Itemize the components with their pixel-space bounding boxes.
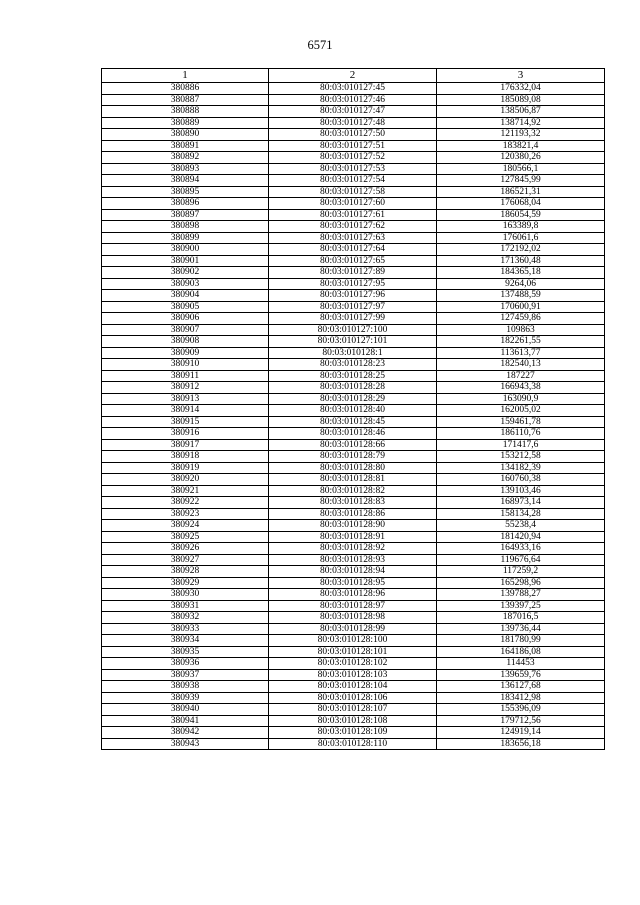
value-cell: 176068,04 [437,198,605,210]
cadastral-number-cell: 80:03:010128:40 [269,405,437,417]
table-header [102,69,605,83]
value-cell: 171360,48 [437,255,605,267]
row-number-cell: 380896 [102,198,269,210]
value-cell: 127459,86 [437,313,605,325]
value-cell: 162005,02 [437,405,605,417]
table-row [102,232,605,244]
row-number-cell: 380886 [102,83,269,95]
row-number-cell: 380937 [102,669,269,681]
cadastral-number-cell: 80:03:010128:90 [269,520,437,532]
cadastral-number-cell: 80:03:010128:101 [269,646,437,658]
value-cell: 183656,18 [437,738,605,750]
row-number-cell: 380892 [102,152,269,164]
row-number-cell: 380934 [102,635,269,647]
value-cell: 164933,16 [437,543,605,555]
table-row [102,439,605,451]
value-cell: 160760,38 [437,474,605,486]
value-cell: 114453 [437,658,605,670]
cadastral-number-cell: 80:03:010128:28 [269,382,437,394]
row-number-cell: 380889 [102,117,269,129]
cadastral-number-cell: 80:03:010128:91 [269,531,437,543]
row-number-cell: 380908 [102,336,269,348]
cadastral-number-cell: 80:03:010128:79 [269,451,437,463]
value-cell: 121193,32 [437,129,605,141]
table-row [102,566,605,578]
table-row [102,520,605,532]
row-number-cell: 380917 [102,439,269,451]
table-row [102,485,605,497]
cadastral-number-cell: 80:03:010128:83 [269,497,437,509]
value-cell: 163389,8 [437,221,605,233]
cadastral-number-cell: 80:03:010128:99 [269,623,437,635]
table-body [102,83,605,750]
table-row [102,508,605,520]
row-number-cell: 380894 [102,175,269,187]
row-number-cell: 380930 [102,589,269,601]
table-row [102,244,605,256]
table-row [102,301,605,313]
row-number-cell: 380912 [102,382,269,394]
cadastral-number-cell: 80:03:010127:95 [269,278,437,290]
row-number-cell: 380905 [102,301,269,313]
table-row [102,94,605,106]
table-row [102,600,605,612]
row-number-cell: 380914 [102,405,269,417]
row-number-cell: 380900 [102,244,269,256]
value-cell: 117259,2 [437,566,605,578]
row-number-cell: 380911 [102,370,269,382]
cadastral-number-cell: 80:03:010128:81 [269,474,437,486]
value-cell: 186110,76 [437,428,605,440]
value-cell: 187227 [437,370,605,382]
cadastral-number-cell: 80:03:010127:47 [269,106,437,118]
row-number-cell: 380907 [102,324,269,336]
row-number-cell: 380898 [102,221,269,233]
cadastral-number-cell: 80:03:010128:103 [269,669,437,681]
row-number-cell: 380932 [102,612,269,624]
table-row [102,83,605,95]
value-cell: 183412,98 [437,692,605,704]
value-cell: 183821,4 [437,140,605,152]
row-number-cell: 380931 [102,600,269,612]
cadastral-number-cell: 80:03:010128:93 [269,554,437,566]
cadastral-number-cell: 80:03:010128:82 [269,485,437,497]
value-cell: 139788,27 [437,589,605,601]
cadastral-number-cell: 80:03:010127:54 [269,175,437,187]
row-number-cell: 380893 [102,163,269,175]
table-row [102,692,605,704]
cadastral-number-cell: 80:03:010128:108 [269,715,437,727]
row-number-cell: 380926 [102,543,269,555]
cadastral-number-cell: 80:03:010127:101 [269,336,437,348]
cadastral-number-cell: 80:03:010128:95 [269,577,437,589]
cadastral-number-cell: 80:03:010128:23 [269,359,437,371]
header-row [102,69,605,83]
table-row [102,140,605,152]
row-number-cell: 380902 [102,267,269,279]
table-row [102,428,605,440]
row-number-cell: 380921 [102,485,269,497]
table-row [102,198,605,210]
row-number-cell: 380920 [102,474,269,486]
table-row [102,462,605,474]
cadastral-number-cell: 80:03:010128:66 [269,439,437,451]
cadastral-number-cell: 80:03:010128:86 [269,508,437,520]
value-cell: 171417,6 [437,439,605,451]
table-row [102,531,605,543]
table-row [102,738,605,750]
row-number-cell: 380918 [102,451,269,463]
row-number-cell: 380927 [102,554,269,566]
table-row [102,290,605,302]
value-cell: 172192,02 [437,244,605,256]
cadastral-number-cell: 80:03:010127:53 [269,163,437,175]
cadastral-number-cell: 80:03:010128:98 [269,612,437,624]
value-cell: 186054,59 [437,209,605,221]
table-row [102,278,605,290]
cadastral-number-cell: 80:03:010127:97 [269,301,437,313]
cadastral-number-cell: 80:03:010128:45 [269,416,437,428]
row-number-cell: 380929 [102,577,269,589]
row-number-cell: 380922 [102,497,269,509]
table-row [102,589,605,601]
cadastral-number-cell: 80:03:010127:51 [269,140,437,152]
cadastral-number-cell: 80:03:010128:106 [269,692,437,704]
value-cell: 186521,31 [437,186,605,198]
table-row [102,313,605,325]
column-header-3: 3 [437,69,605,83]
row-number-cell: 380897 [102,209,269,221]
data-table [101,68,605,750]
table-row [102,416,605,428]
row-number-cell: 380925 [102,531,269,543]
row-number-cell: 380943 [102,738,269,750]
value-cell: 137488,59 [437,290,605,302]
cadastral-number-cell: 80:03:010127:62 [269,221,437,233]
value-cell: 163090,9 [437,393,605,405]
table-row [102,658,605,670]
value-cell: 127845,99 [437,175,605,187]
cadastral-number-cell: 80:03:010127:63 [269,232,437,244]
table-row [102,635,605,647]
table-row [102,612,605,624]
value-cell: 153212,58 [437,451,605,463]
row-number-cell: 380936 [102,658,269,670]
table-row [102,106,605,118]
row-number-cell: 380895 [102,186,269,198]
value-cell: 124919,14 [437,727,605,739]
cadastral-number-cell: 80:03:010127:52 [269,152,437,164]
row-number-cell: 380891 [102,140,269,152]
table-row [102,359,605,371]
table-row [102,681,605,693]
table-row [102,451,605,463]
column-header-1: 1 [102,69,269,83]
cadastral-number-cell: 80:03:010128:102 [269,658,437,670]
value-cell: 134182,39 [437,462,605,474]
table-row [102,577,605,589]
value-cell: 139103,46 [437,485,605,497]
value-cell: 180566,1 [437,163,605,175]
row-number-cell: 380942 [102,727,269,739]
value-cell: 185089,08 [437,94,605,106]
value-cell: 136127,68 [437,681,605,693]
row-number-cell: 380903 [102,278,269,290]
cadastral-number-cell: 80:03:010127:58 [269,186,437,198]
table-row [102,543,605,555]
cadastral-number-cell: 80:03:010128:29 [269,393,437,405]
table-row [102,474,605,486]
row-number-cell: 380906 [102,313,269,325]
value-cell: 176332,04 [437,83,605,95]
cadastral-number-cell: 80:03:010127:61 [269,209,437,221]
value-cell: 158134,28 [437,508,605,520]
cadastral-number-cell: 80:03:010128:109 [269,727,437,739]
row-number-cell: 380904 [102,290,269,302]
row-number-cell: 380910 [102,359,269,371]
row-number-cell: 380933 [102,623,269,635]
value-cell: 181420,94 [437,531,605,543]
table-row [102,117,605,129]
row-number-cell: 380909 [102,347,269,359]
value-cell: 139736,44 [437,623,605,635]
cadastral-number-cell: 80:03:010127:96 [269,290,437,302]
row-number-cell: 380941 [102,715,269,727]
value-cell: 184365,18 [437,267,605,279]
row-number-cell: 380916 [102,428,269,440]
table-row [102,554,605,566]
value-cell: 170600,91 [437,301,605,313]
cadastral-number-cell: 80:03:010128:80 [269,462,437,474]
cadastral-number-cell: 80:03:010127:100 [269,324,437,336]
value-cell: 119676,64 [437,554,605,566]
table-row [102,370,605,382]
cadastral-number-cell: 80:03:010128:1 [269,347,437,359]
row-number-cell: 380899 [102,232,269,244]
table-row [102,255,605,267]
row-number-cell: 380928 [102,566,269,578]
cadastral-number-cell: 80:03:010127:60 [269,198,437,210]
row-number-cell: 380888 [102,106,269,118]
row-number-cell: 380940 [102,704,269,716]
table-row [102,727,605,739]
table-row [102,221,605,233]
value-cell: 166943,38 [437,382,605,394]
value-cell: 176061,6 [437,232,605,244]
row-number-cell: 380924 [102,520,269,532]
value-cell: 155396,09 [437,704,605,716]
cadastral-number-cell: 80:03:010128:94 [269,566,437,578]
cadastral-number-cell: 80:03:010128:104 [269,681,437,693]
table-row [102,646,605,658]
row-number-cell: 380913 [102,393,269,405]
table-row [102,393,605,405]
table-row [102,405,605,417]
table-row [102,186,605,198]
cadastral-number-cell: 80:03:010128:46 [269,428,437,440]
table-row [102,129,605,141]
value-cell: 182540,13 [437,359,605,371]
row-number-cell: 380919 [102,462,269,474]
value-cell: 138506,87 [437,106,605,118]
cadastral-number-cell: 80:03:010127:65 [269,255,437,267]
cadastral-number-cell: 80:03:010128:96 [269,589,437,601]
table-row [102,382,605,394]
table-row [102,152,605,164]
value-cell: 159461,78 [437,416,605,428]
cadastral-number-cell: 80:03:010128:110 [269,738,437,750]
cadastral-number-cell: 80:03:010128:25 [269,370,437,382]
value-cell: 187016,5 [437,612,605,624]
table-row [102,267,605,279]
value-cell: 138714,92 [437,117,605,129]
table-row [102,163,605,175]
row-number-cell: 380901 [102,255,269,267]
cadastral-number-cell: 80:03:010127:99 [269,313,437,325]
row-number-cell: 380939 [102,692,269,704]
table-row [102,209,605,221]
value-cell: 165298,96 [437,577,605,589]
value-cell: 9264,06 [437,278,605,290]
cadastral-number-cell: 80:03:010128:100 [269,635,437,647]
cadastral-number-cell: 80:03:010128:97 [269,600,437,612]
cadastral-number-cell: 80:03:010127:50 [269,129,437,141]
cadastral-number-cell: 80:03:010128:92 [269,543,437,555]
row-number-cell: 380915 [102,416,269,428]
table-row [102,324,605,336]
value-cell: 139659,76 [437,669,605,681]
cadastral-number-cell: 80:03:010128:107 [269,704,437,716]
value-cell: 109863 [437,324,605,336]
cadastral-number-cell: 80:03:010127:45 [269,83,437,95]
value-cell: 113613,77 [437,347,605,359]
value-cell: 164186,08 [437,646,605,658]
cadastral-number-cell: 80:03:010127:64 [269,244,437,256]
cadastral-number-cell: 80:03:010127:89 [269,267,437,279]
row-number-cell: 380935 [102,646,269,658]
value-cell: 55238,4 [437,520,605,532]
table-row [102,669,605,681]
table-row [102,704,605,716]
row-number-cell: 380890 [102,129,269,141]
value-cell: 179712,56 [437,715,605,727]
column-header-2: 2 [269,69,437,83]
table-row [102,175,605,187]
row-number-cell: 380938 [102,681,269,693]
table-row [102,347,605,359]
page-number: 6571 [307,38,333,52]
value-cell: 168973,14 [437,497,605,509]
table-row [102,336,605,348]
value-cell: 182261,55 [437,336,605,348]
value-cell: 120380,26 [437,152,605,164]
table-row [102,497,605,509]
value-cell: 139397,25 [437,600,605,612]
table-row [102,715,605,727]
cadastral-number-cell: 80:03:010127:46 [269,94,437,106]
row-number-cell: 380887 [102,94,269,106]
cadastral-number-cell: 80:03:010127:48 [269,117,437,129]
value-cell: 181780,99 [437,635,605,647]
row-number-cell: 380923 [102,508,269,520]
table-row [102,623,605,635]
